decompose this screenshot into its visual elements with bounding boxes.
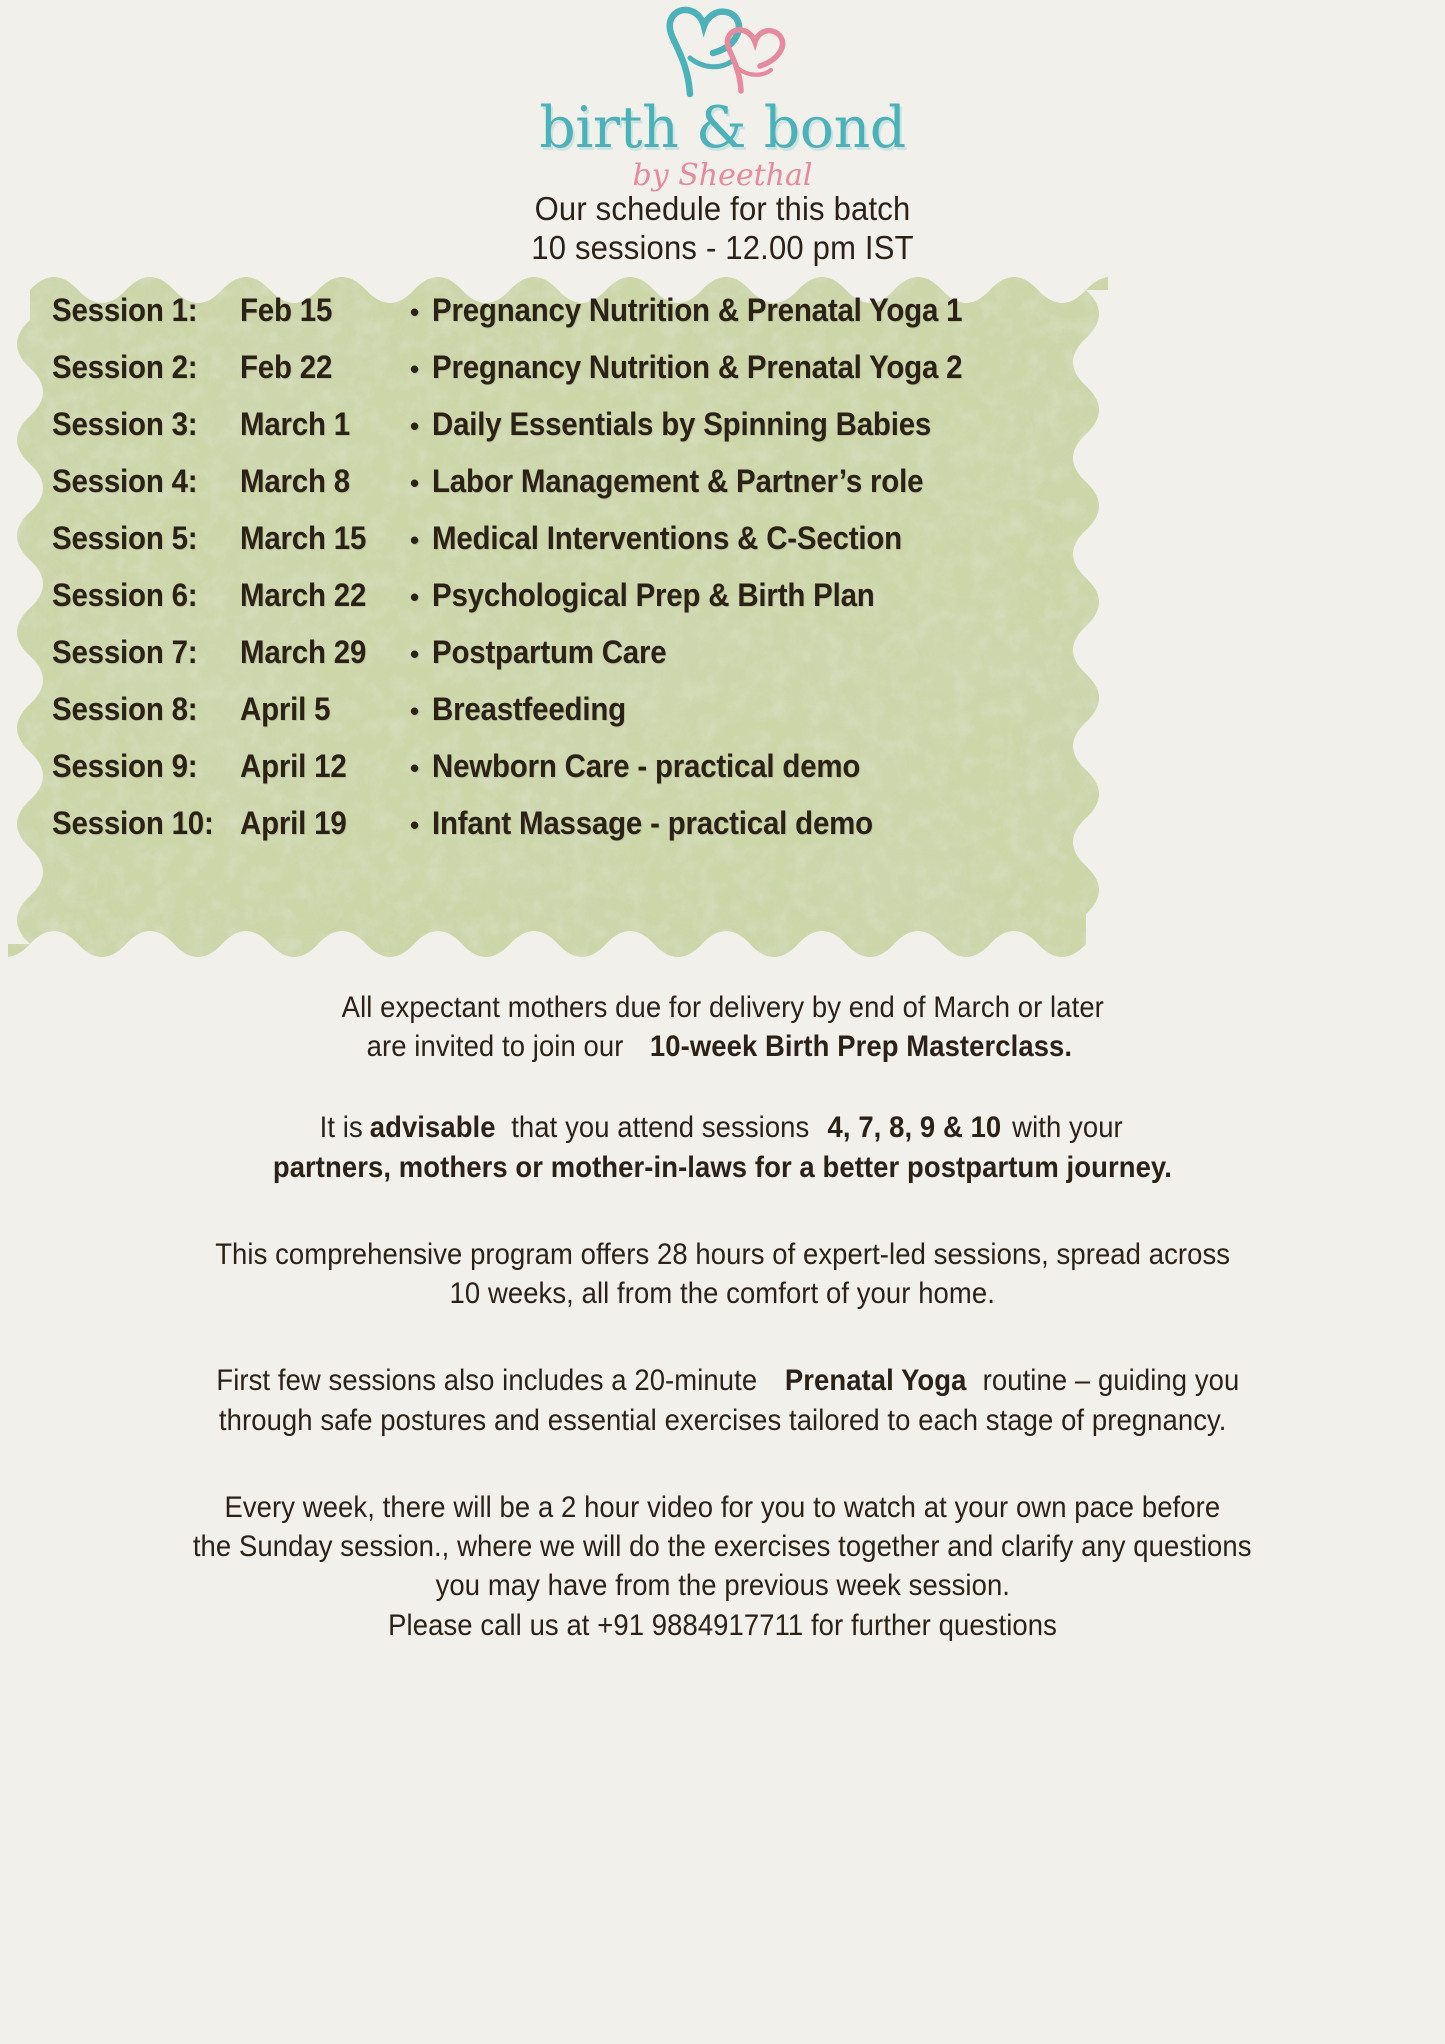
paragraph-invitation-2	[0, 1027, 1445, 1066]
spacer	[0, 1187, 1445, 1235]
session-topic: Newborn Care - practical demo	[432, 748, 861, 784]
session-label: Session 3:	[52, 406, 198, 442]
session-topic: Infant Massage - practical demo	[432, 805, 873, 841]
brand-name: birth & bond	[539, 95, 906, 161]
bullet-icon: •	[410, 468, 419, 498]
spacer	[0, 1440, 1445, 1488]
headline-line-2: 10 sessions - 12.00 pm IST	[531, 228, 914, 266]
session-date: Feb 22	[240, 349, 333, 385]
paragraph-weekly-2	[0, 1527, 1445, 1566]
bullet-icon: •	[410, 639, 419, 669]
schedule-headline	[0, 190, 1445, 268]
session-date: March 15	[240, 520, 367, 556]
program-line-1: This comprehensive program offers 28 hours of expert-led sessions, spread across	[215, 1237, 1230, 1271]
session-date: March 22	[240, 577, 367, 613]
description-block	[0, 988, 1445, 1645]
bullet-icon: •	[410, 411, 419, 441]
brand-byline: by Sheethal	[632, 158, 813, 193]
session-row	[52, 748, 1072, 805]
bullet-icon: •	[410, 696, 419, 726]
advisable-emphasis: advisable	[369, 1111, 496, 1145]
session-row	[52, 577, 1072, 634]
invitation-line-2-plain: are invited to join our	[367, 1030, 624, 1064]
program-line-2: 10 weeks, all from the comfort of your home.	[449, 1277, 996, 1311]
session-date: April 5	[240, 691, 331, 727]
paragraph-invitation	[0, 988, 1445, 1027]
session-topic: Pregnancy Nutrition & Prenatal Yoga 2	[432, 349, 963, 385]
session-list	[52, 292, 1072, 862]
masterclass-name: 10-week Birth Prep Masterclass.	[649, 1030, 1072, 1064]
session-topic: Psychological Prep & Birth Plan	[432, 577, 875, 613]
yoga-emphasis: Prenatal Yoga	[784, 1364, 967, 1398]
session-date: March 29	[240, 634, 367, 670]
paragraph-yoga-2	[0, 1401, 1445, 1440]
session-topic: Labor Management & Partner’s role	[432, 463, 924, 499]
paragraph-program-2	[0, 1274, 1445, 1313]
yoga-suffix: routine – guiding you	[982, 1364, 1240, 1398]
advisable-mid: that you attend sessions	[511, 1111, 810, 1145]
session-row	[52, 805, 1072, 862]
session-date: March 1	[240, 406, 350, 442]
paragraph-advisable-2	[0, 1148, 1445, 1187]
paragraph-yoga	[0, 1361, 1445, 1400]
paragraph-program	[0, 1235, 1445, 1274]
session-topic: Medical Interventions & C-Section	[432, 520, 902, 556]
session-label: Session 9:	[52, 748, 198, 784]
bullet-icon: •	[410, 810, 419, 840]
session-label: Session 1:	[52, 292, 198, 328]
paragraph-weekly	[0, 1488, 1445, 1527]
session-row	[52, 349, 1072, 406]
bullet-icon: •	[410, 753, 419, 783]
session-row	[52, 463, 1072, 520]
weekly-line-1: Every week, there will be a 2 hour video for you to watch at your own pace before	[224, 1490, 1221, 1524]
paragraph-weekly-3	[0, 1566, 1445, 1605]
session-topic: Daily Essentials by Spinning Babies	[432, 406, 932, 442]
spacer	[0, 1066, 1445, 1108]
session-topic: Pregnancy Nutrition & Prenatal Yoga 1	[432, 292, 963, 328]
session-label: Session 2:	[52, 349, 198, 385]
bullet-icon: •	[410, 582, 419, 612]
brand-logo-block	[0, 6, 1445, 191]
session-label: Session 7:	[52, 634, 198, 670]
session-row	[52, 292, 1072, 349]
session-topic: Breastfeeding	[432, 691, 626, 727]
weekly-line-3: you may have from the previous week session.	[435, 1569, 1010, 1603]
session-date: March 8	[240, 463, 350, 499]
contact-phone-line[interactable]: Please call us at +91 9884917711 for further questions	[388, 1608, 1057, 1642]
session-label: Session 8:	[52, 691, 198, 727]
session-date: April 12	[240, 748, 347, 784]
bullet-icon: •	[410, 297, 419, 327]
paragraph-contact[interactable]	[0, 1606, 1445, 1645]
advisable-suffix: with your	[1011, 1111, 1123, 1145]
invitation-line-1: All expectant mothers due for delivery by end of March or later	[341, 991, 1104, 1024]
session-label: Session 4:	[52, 463, 198, 499]
session-row	[52, 634, 1072, 691]
double-heart-mother-baby-icon	[638, 6, 808, 98]
weekly-line-2: the Sunday session., where we will do the exercises together and clarify any questions	[193, 1530, 1252, 1564]
session-row	[52, 406, 1072, 463]
headline-line-1: Our schedule for this batch	[534, 190, 911, 227]
session-date: April 19	[240, 805, 347, 841]
advisable-session-numbers: 4, 7, 8, 9 & 10	[827, 1111, 1002, 1145]
session-label: Session 5:	[52, 520, 198, 556]
bullet-icon: •	[410, 525, 419, 555]
session-date: Feb 15	[240, 292, 333, 328]
session-label: Session 6:	[52, 577, 198, 613]
session-row	[52, 691, 1072, 748]
session-topic: Postpartum Care	[432, 634, 667, 670]
advisable-line-2: partners, mothers or mother-in-laws for a better postpartum journey.	[272, 1150, 1173, 1184]
bullet-icon: •	[410, 354, 419, 384]
yoga-line-2: through safe postures and essential exercises tailored to each stage of pregnancy.	[218, 1403, 1227, 1437]
spacer	[0, 1313, 1445, 1361]
session-row	[52, 520, 1072, 577]
advisable-prefix: It is	[320, 1111, 364, 1145]
paragraph-advisable	[0, 1108, 1445, 1147]
yoga-prefix: First few sessions also includes a 20-minute	[216, 1364, 758, 1398]
session-label: Session 10:	[52, 805, 214, 841]
schedule-panel	[8, 264, 1108, 970]
